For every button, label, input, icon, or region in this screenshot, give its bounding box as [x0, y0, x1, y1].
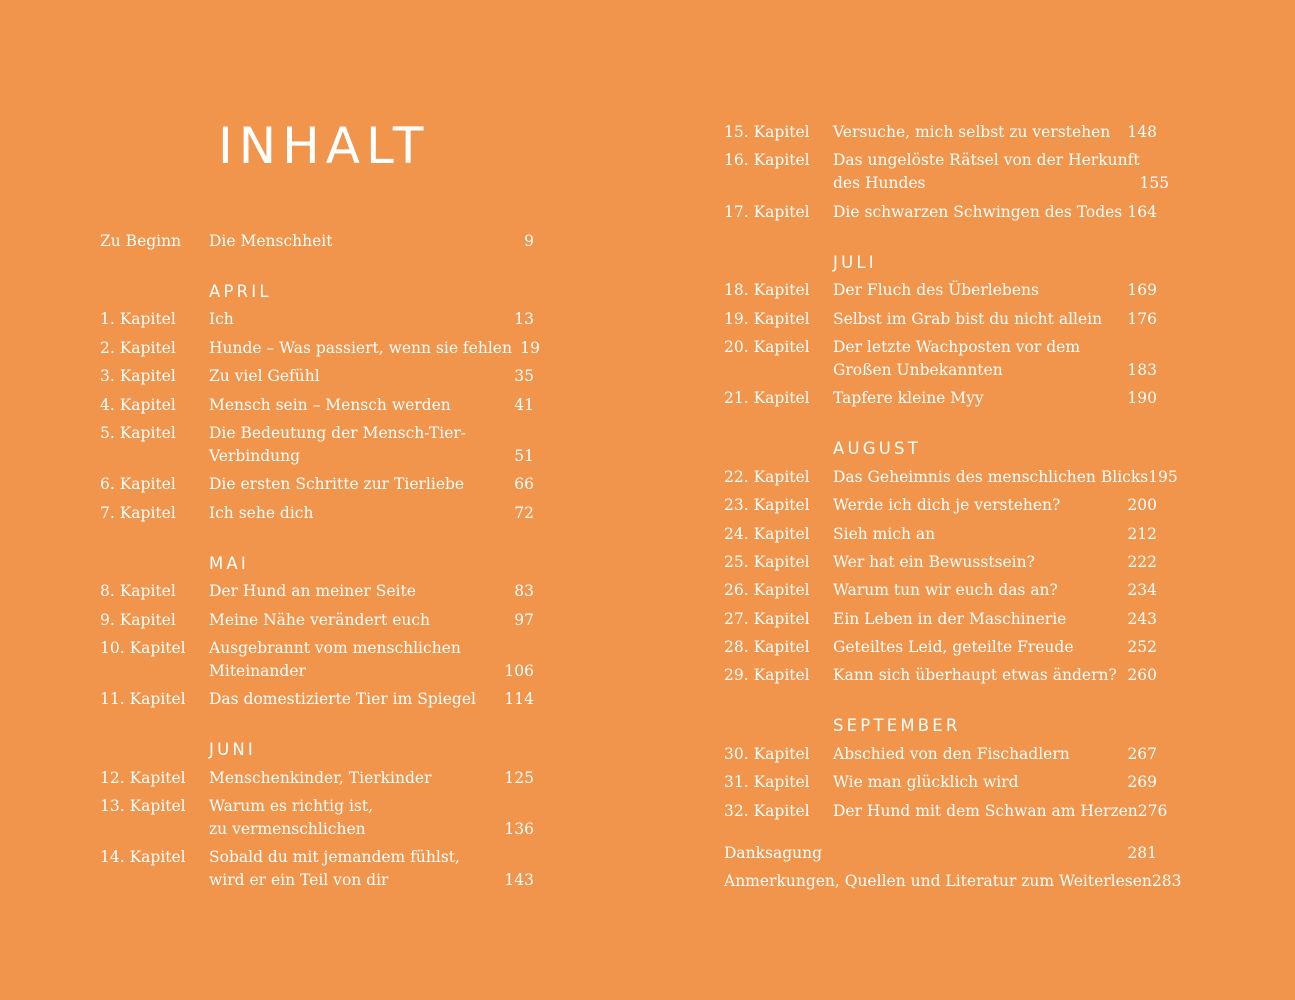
toc-entry [100, 337, 540, 360]
toc-entry [724, 336, 1157, 382]
toc-entry [100, 580, 534, 603]
chapter-label: 27. Kapitel [724, 609, 810, 628]
page-number: 267 [1127, 744, 1157, 763]
chapter-title [209, 230, 506, 253]
chapter-title-line: Wer hat ein Bewusstsein? [833, 552, 1035, 571]
toc-entry [100, 767, 534, 790]
chapter-title [833, 523, 1127, 546]
page-number: 260 [1127, 666, 1157, 685]
chapter-title [209, 609, 506, 632]
chapter-title-line: Das domestizierte Tier im Spiegel [209, 690, 476, 709]
chapter-label: 16. Kapitel [724, 151, 810, 170]
page-number: 169 [1127, 281, 1157, 300]
chapter-label: 4. Kapitel [100, 395, 176, 414]
section-heading-juli: JULI [833, 252, 877, 272]
toc-entry [724, 551, 1157, 574]
chapter-title-line: Der Fluch des Überlebens [833, 281, 1039, 300]
chapter-title-line: Die Bedeutung der Mensch-Tier- [209, 423, 467, 442]
chapter-title [833, 636, 1127, 659]
chapter-title-line: Großen Unbekannten [833, 360, 1003, 379]
chapter-title-line: Der Hund mit dem Schwan am Herzen [833, 801, 1138, 820]
page-number: 234 [1127, 581, 1157, 600]
toc-entry [724, 608, 1157, 631]
page-number: 164 [1127, 202, 1157, 221]
chapter-title-line: Zu viel Gefühl [209, 367, 320, 386]
toc-entry [724, 201, 1157, 224]
page-number: 97 [514, 610, 534, 629]
chapter-title-line: Die Menschheit [209, 232, 333, 250]
chapter-title-line: Kann sich überhaupt etwas ändern? [833, 666, 1117, 685]
chapter-label: Zu Beginn [100, 232, 182, 250]
chapter-title-line: Das ungelöste Rätsel von der Herkunft [833, 151, 1140, 170]
chapter-label: 26. Kapitel [724, 581, 810, 600]
page-number: 212 [1127, 524, 1157, 543]
chapter-label: 29. Kapitel [724, 666, 810, 685]
chapter-title [833, 743, 1127, 766]
chapter-title-line: Ich sehe dich [209, 503, 314, 522]
toc-entry [724, 149, 1170, 195]
chapter-title-line: Sobald du mit jemandem fühlst, [209, 848, 460, 867]
page-number: 136 [504, 820, 534, 839]
toc-entry [724, 308, 1157, 331]
page-number: 51 [514, 446, 534, 465]
toc-entry [100, 502, 534, 525]
chapter-title-line: Menschenkinder, Tierkinder [209, 768, 432, 787]
chapter-title [833, 279, 1127, 302]
chapter-title-line: Warum es richtig ist, [209, 797, 374, 816]
chapter-title [209, 846, 504, 892]
chapter-label: 2. Kapitel [100, 338, 176, 357]
page-number: 195 [1148, 467, 1178, 486]
chapter-title-line: Der Hund an meiner Seite [209, 582, 416, 601]
chapter-title [209, 580, 506, 603]
chapter-label: 10. Kapitel [100, 638, 186, 657]
chapter-title-line: Geteiltes Leid, geteilte Freude [833, 638, 1074, 657]
chapter-title [833, 336, 1127, 382]
end-matter-entry [724, 842, 1157, 865]
chapter-title [209, 502, 506, 525]
chapter-label: 13. Kapitel [100, 797, 186, 816]
page-number: 125 [504, 768, 534, 787]
toc-entry [724, 121, 1157, 144]
chapter-title-line: Meine Nähe verändert euch [209, 610, 431, 629]
end-matter-title: Anmerkungen, Quellen und Literatur zum Weiterlesen [724, 872, 1152, 891]
chapter-title-line: Hunde – Was passiert, wenn sie fehlen [209, 338, 512, 357]
page-number: 9 [524, 232, 534, 250]
toc-entry [100, 795, 534, 841]
chapter-title-line: Versuche, mich selbst zu verstehen [833, 123, 1111, 141]
chapter-label: 15. Kapitel [724, 123, 810, 141]
toc-entry [100, 688, 534, 711]
toc-entry [100, 422, 534, 468]
chapter-label: 5. Kapitel [100, 423, 176, 442]
toc-entry [100, 394, 534, 417]
page-number: 276 [1137, 801, 1168, 820]
chapter-title [833, 149, 1140, 195]
chapter-label: 25. Kapitel [724, 552, 810, 571]
page-number: 148 [1127, 123, 1157, 141]
chapter-label: 1. Kapitel [100, 310, 176, 329]
chapter-title [833, 466, 1148, 489]
chapter-title-line: Ausgebrannt vom menschlichen [209, 638, 461, 657]
chapter-title [833, 494, 1127, 517]
chapter-title-line: Warum tun wir euch das an? [833, 581, 1058, 600]
chapter-label: 11. Kapitel [100, 690, 186, 709]
toc-entry [724, 466, 1178, 489]
section-heading-mai: MAI [209, 553, 249, 573]
toc-entry [724, 579, 1157, 602]
chapter-title-line: Werde ich dich je verstehen? [833, 496, 1061, 515]
page-number: 66 [514, 475, 534, 494]
toc-entry [100, 473, 534, 496]
page-number: 114 [504, 690, 534, 709]
section-heading-september: SEPTEMBER [833, 716, 961, 736]
toc-entry [724, 279, 1157, 302]
page-number: 83 [514, 582, 534, 601]
toc-entry [724, 523, 1157, 546]
chapter-title-line: Selbst im Grab bist du nicht allein [833, 309, 1103, 328]
chapter-label: 8. Kapitel [100, 582, 176, 601]
page-number: 283 [1151, 872, 1182, 891]
chapter-title [833, 121, 1127, 144]
chapter-title [833, 551, 1127, 574]
toc-entry [724, 664, 1157, 687]
toc-entry [724, 771, 1157, 794]
chapter-label: 28. Kapitel [724, 638, 810, 657]
chapter-title-line: des Hundes [833, 174, 926, 193]
chapter-label: 12. Kapitel [100, 768, 186, 787]
chapter-label: 19. Kapitel [724, 309, 810, 328]
chapter-label: 18. Kapitel [724, 281, 810, 300]
page-number: 143 [504, 871, 534, 890]
chapter-title-line: Mensch sein – Mensch werden [209, 395, 451, 414]
chapter-title [209, 767, 504, 790]
chapter-label: 24. Kapitel [724, 524, 810, 543]
toc-entry [100, 308, 534, 331]
chapter-title-line: Das Geheimnis des menschlichen Blicks [833, 467, 1149, 486]
chapter-title-line: Die ersten Schritte zur Tierliebe [209, 475, 465, 494]
chapter-label: 9. Kapitel [100, 610, 176, 629]
page-number: 19 [520, 338, 540, 357]
chapter-title [833, 664, 1127, 687]
page-number: 243 [1127, 609, 1157, 628]
chapter-title-line: Die schwarzen Schwingen des Todes [833, 202, 1123, 221]
page-number: 222 [1127, 552, 1157, 571]
chapter-title [209, 637, 504, 683]
toc-right-column [724, 121, 1182, 898]
chapter-title [209, 308, 506, 331]
chapter-label: 21. Kapitel [724, 389, 810, 408]
toc-entry [100, 230, 534, 253]
chapter-label: 30. Kapitel [724, 744, 810, 763]
chapter-label: 7. Kapitel [100, 503, 176, 522]
page-number: 41 [514, 395, 534, 414]
page-number: 281 [1127, 843, 1157, 862]
chapter-title [833, 308, 1127, 331]
chapter-title-line: Miteinander [209, 661, 306, 680]
page-number: 35 [514, 367, 534, 386]
section-heading-august: AUGUST [833, 439, 921, 459]
toc-entry [100, 846, 534, 892]
chapter-title [833, 608, 1127, 631]
toc-entry [100, 609, 534, 632]
page-title: INHALT [218, 117, 430, 175]
toc-entry [100, 365, 534, 388]
chapter-title [833, 387, 1127, 410]
page-number: 190 [1127, 389, 1157, 408]
section-heading-juni: JUNI [209, 740, 256, 760]
section-heading-april: APRIL [209, 282, 272, 301]
chapter-label: 22. Kapitel [724, 467, 810, 486]
end-matter-title: Danksagung [724, 843, 823, 862]
chapter-title [833, 201, 1127, 224]
chapter-label: 23. Kapitel [724, 496, 810, 515]
chapter-title [209, 365, 506, 388]
chapter-title-line: Ein Leben in der Maschinerie [833, 609, 1067, 628]
toc-entry [724, 387, 1157, 410]
page-number: 183 [1127, 360, 1157, 379]
chapter-label: 3. Kapitel [100, 367, 176, 386]
page-number: 252 [1127, 638, 1157, 657]
toc-entry [724, 743, 1157, 766]
chapter-title [209, 337, 512, 360]
chapter-title [833, 579, 1127, 602]
page-number: 200 [1127, 496, 1157, 515]
end-matter [724, 842, 1182, 893]
chapter-title-line: Abschied von den Fischadlern [833, 744, 1070, 763]
chapter-label: 6. Kapitel [100, 475, 176, 494]
toc-entry [100, 637, 534, 683]
toc-entry [724, 636, 1157, 659]
chapter-title-line: Tapfere kleine Myy [833, 389, 984, 408]
chapter-label: 32. Kapitel [724, 801, 810, 820]
page-number: 269 [1127, 773, 1157, 792]
chapter-label: 20. Kapitel [724, 337, 810, 356]
page-number: 106 [504, 661, 534, 680]
chapter-label: 31. Kapitel [724, 773, 810, 792]
toc-entry [724, 494, 1157, 517]
chapter-title-line: Sieh mich an [833, 524, 936, 543]
page-number: 176 [1127, 309, 1157, 328]
page-number: 155 [1139, 174, 1170, 193]
chapter-title-line: Verbindung [209, 446, 301, 465]
chapter-title [209, 473, 506, 496]
chapter-title [833, 800, 1138, 823]
toc-left-column [100, 230, 540, 898]
chapter-title-line: Wie man glücklich wird [833, 773, 1019, 792]
end-matter-entry [724, 870, 1182, 893]
toc-entry [724, 800, 1168, 823]
chapter-label: 14. Kapitel [100, 848, 186, 867]
chapter-title [209, 795, 504, 841]
chapter-title [209, 688, 504, 711]
chapter-title-line: Der letzte Wachposten vor dem [833, 337, 1081, 356]
chapter-label: 17. Kapitel [724, 202, 810, 221]
chapter-title [833, 771, 1127, 794]
chapter-title-line: Ich [209, 310, 234, 329]
page-number: 72 [514, 503, 534, 522]
chapter-title-line: wird er ein Teil von dir [209, 871, 389, 890]
chapter-title [209, 422, 506, 468]
page-number: 13 [514, 310, 534, 329]
chapter-title-line: zu vermenschlichen [209, 820, 366, 839]
chapter-title [209, 394, 506, 417]
